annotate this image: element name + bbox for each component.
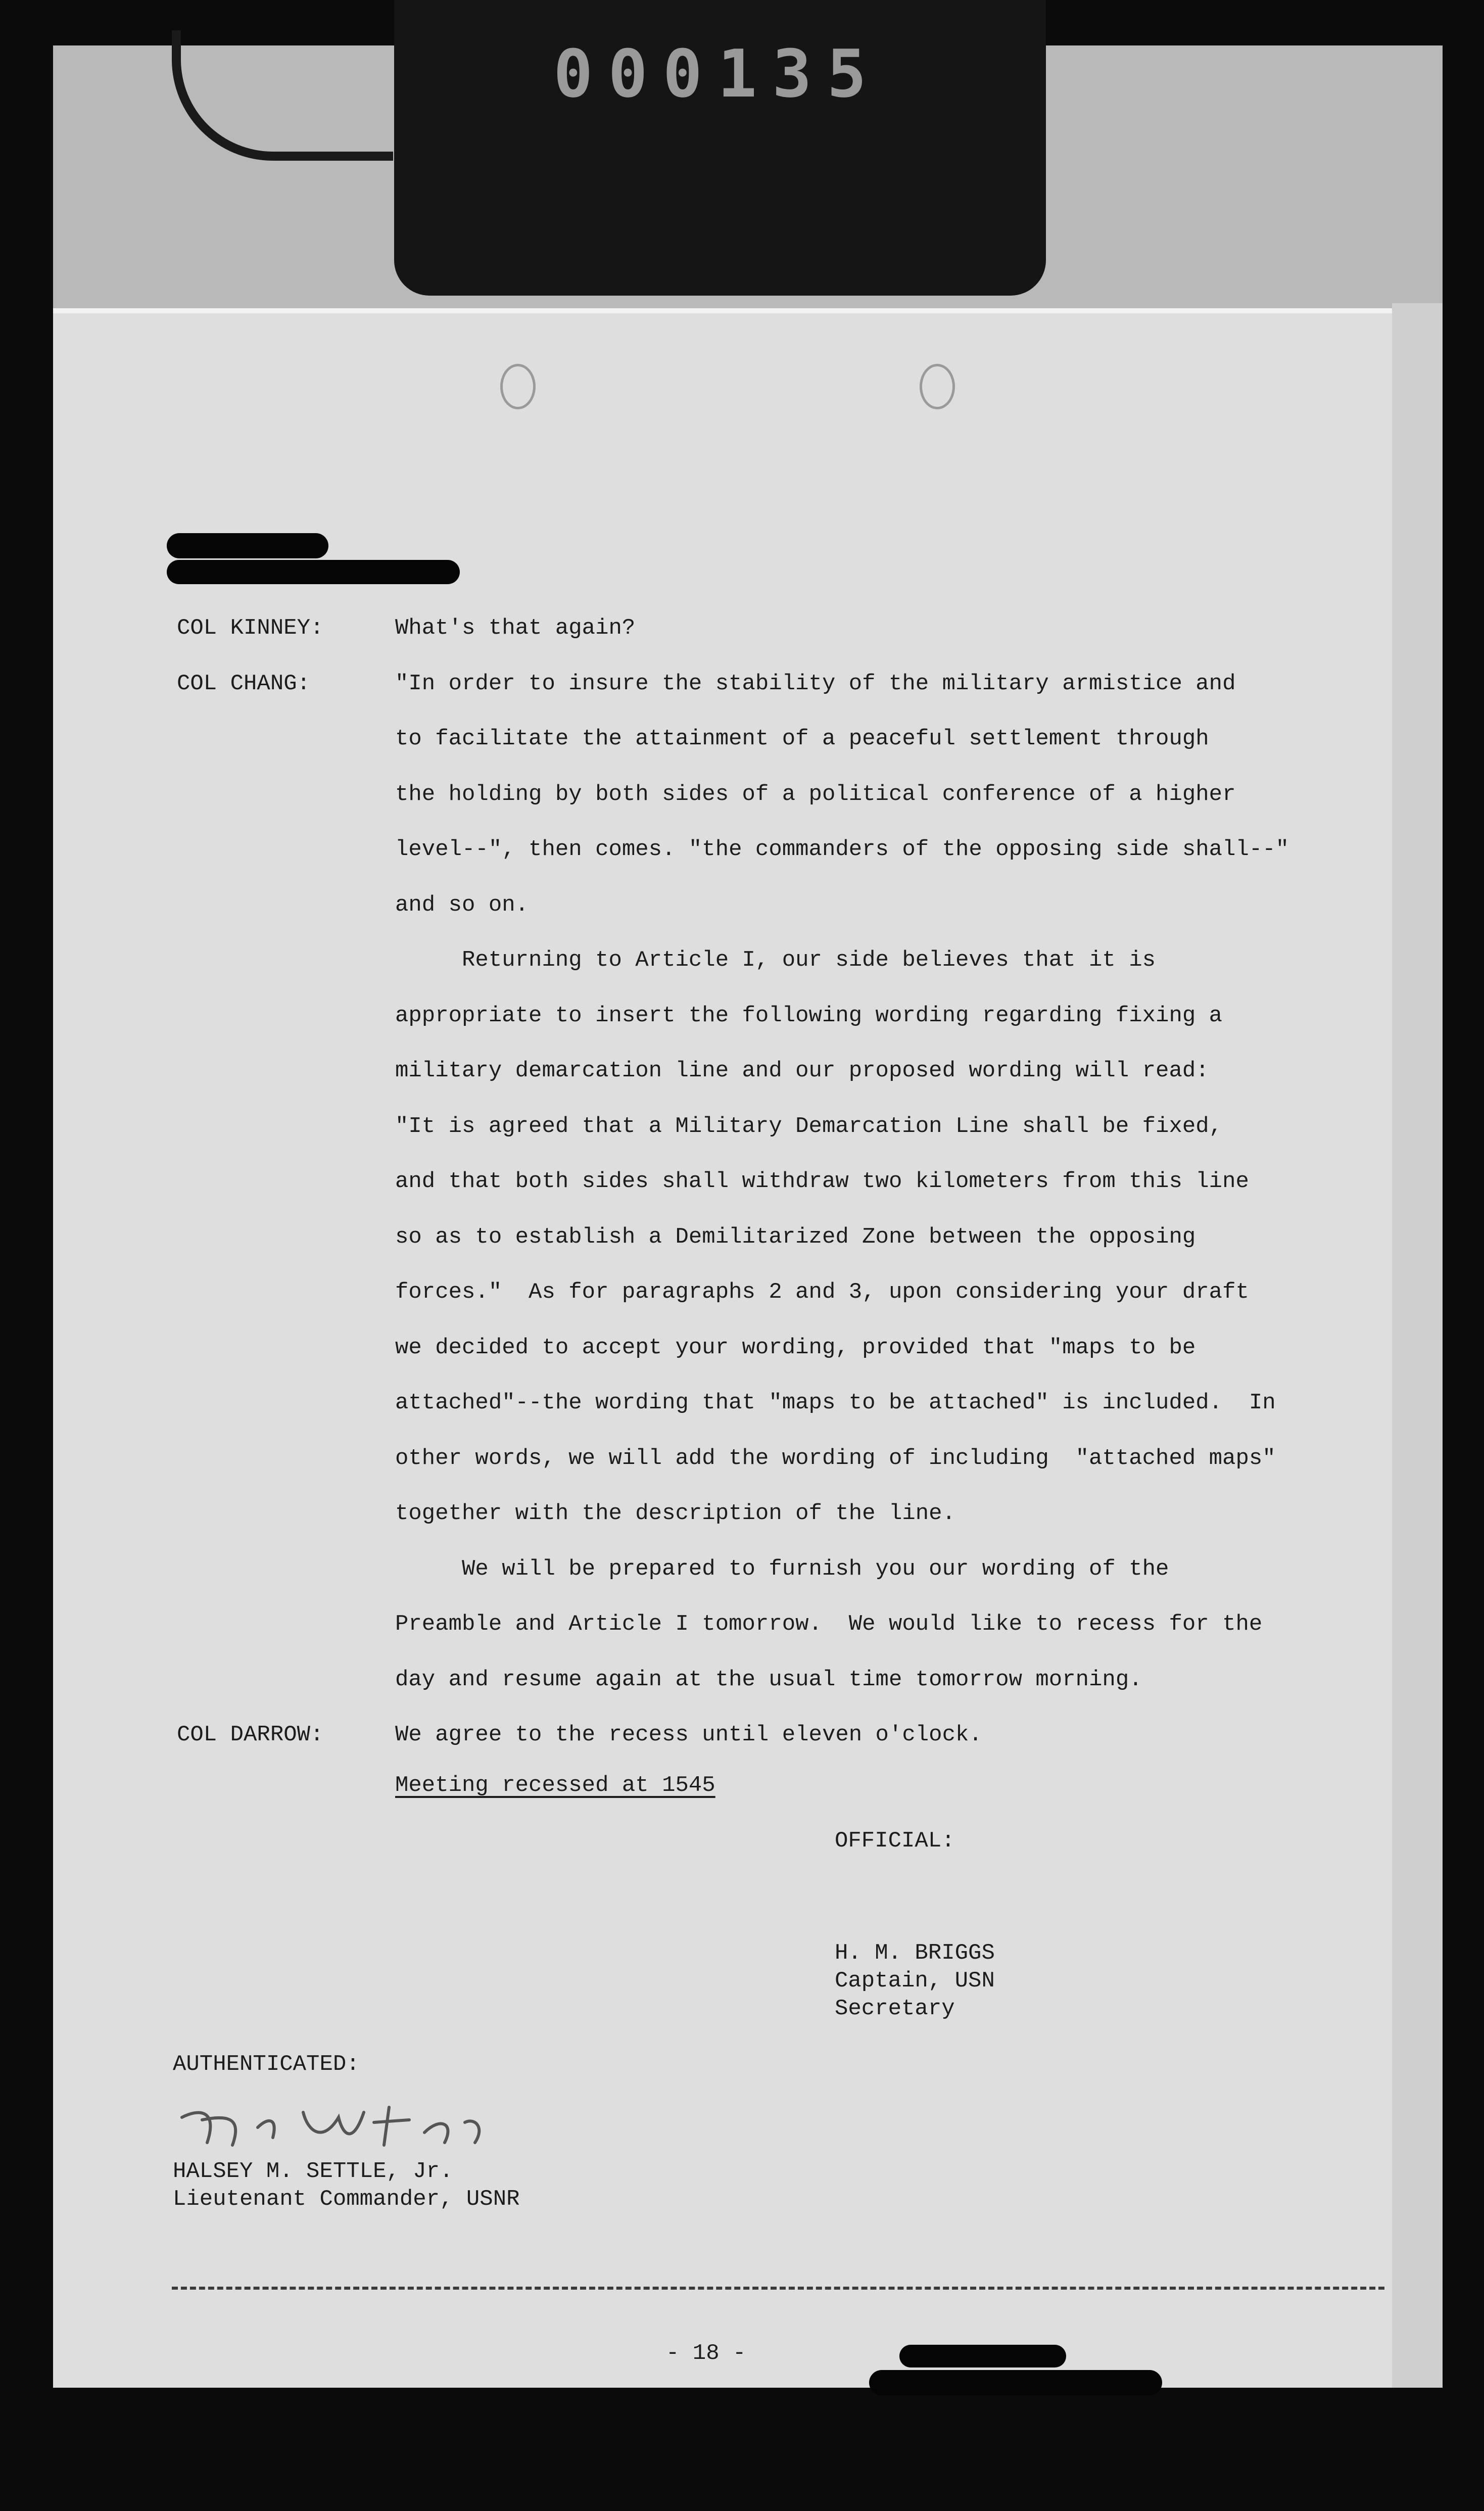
handwritten-signature	[172, 2097, 495, 2153]
transcript-line: together with the description of the line.	[395, 1501, 955, 1526]
redaction-bottom-1	[899, 2345, 1066, 2367]
redaction-top-1	[167, 533, 328, 558]
transcript-line: military demarcation line and our proposed wording will read:	[395, 1058, 1209, 1083]
transcript-line: and so on.	[395, 892, 529, 918]
transcript-line: attached"--the wording that "maps to be attached" is included. In	[395, 1390, 1276, 1415]
transcript-line: Preamble and Article I tomorrow. We would like to recess for the	[395, 1612, 1263, 1637]
transcript-line: "It is agreed that a Military Demarcation Line shall be fixed,	[395, 1113, 1223, 1139]
transcript-line: We will be prepared to furnish you our wording of the	[395, 1556, 1169, 1582]
paper-top-edge	[53, 308, 1392, 313]
official-label: OFFICIAL:	[835, 1828, 955, 1854]
authenticated-rank: Lieutenant Commander, USNR	[173, 2187, 520, 2212]
transcript-line: We agree to the recess until eleven o'clock.	[395, 1722, 982, 1747]
redaction-bottom-2	[869, 2370, 1162, 2395]
authenticated-label: AUTHENTICATED:	[173, 2052, 360, 2077]
speaker-label: COL DARROW:	[177, 1722, 324, 1747]
transcript-line: What's that again?	[395, 615, 636, 641]
speaker-label: COL CHANG:	[177, 671, 311, 696]
transcript-line: and that both sides shall withdraw two kilometers from this line	[395, 1169, 1249, 1194]
official-name: H. M. BRIGGS	[835, 1940, 995, 1966]
punch-hole-left	[500, 364, 536, 409]
transcript-line: other words, we will add the wording of including "attached maps"	[395, 1445, 1276, 1471]
recess-note: Meeting recessed at 1545	[395, 1773, 715, 1798]
transcript-line: appropriate to insert the following wording regarding fixing a	[395, 1003, 1223, 1028]
bottom-rule	[172, 2287, 1384, 2290]
transcript-line: forces." As for paragraphs 2 and 3, upon considering your draft	[395, 1280, 1249, 1305]
page-number: - 18 -	[666, 2341, 746, 2366]
authenticated-name: HALSEY M. SETTLE, Jr.	[173, 2159, 453, 2184]
transcript-line: we decided to accept your wording, provided that "maps to be	[395, 1335, 1196, 1360]
official-title: Secretary	[835, 1996, 955, 2021]
punch-hole-right	[920, 364, 955, 409]
transcript-line: to facilitate the attainment of a peaceful settlement through	[395, 726, 1209, 751]
stamp-number: 000135	[553, 35, 882, 112]
redaction-top-2	[167, 560, 460, 584]
official-rank: Captain, USN	[835, 1968, 995, 1994]
transcript-line: "In order to insure the stability of the military armistice and	[395, 671, 1236, 696]
paper-right-strip	[1392, 303, 1443, 2388]
transcript-line: level--", then comes. "the commanders of the opposing side shall--"	[395, 837, 1289, 862]
speaker-label: COL KINNEY:	[177, 615, 324, 641]
transcript-line: day and resume again at the usual time tomorrow morning.	[395, 1667, 1142, 1692]
transcript-line: so as to establish a Demilitarized Zone between the opposing	[395, 1224, 1196, 1250]
transcript-line: Returning to Article I, our side believes that it is	[395, 947, 1156, 973]
transcript-line: the holding by both sides of a political conference of a higher	[395, 781, 1236, 807]
